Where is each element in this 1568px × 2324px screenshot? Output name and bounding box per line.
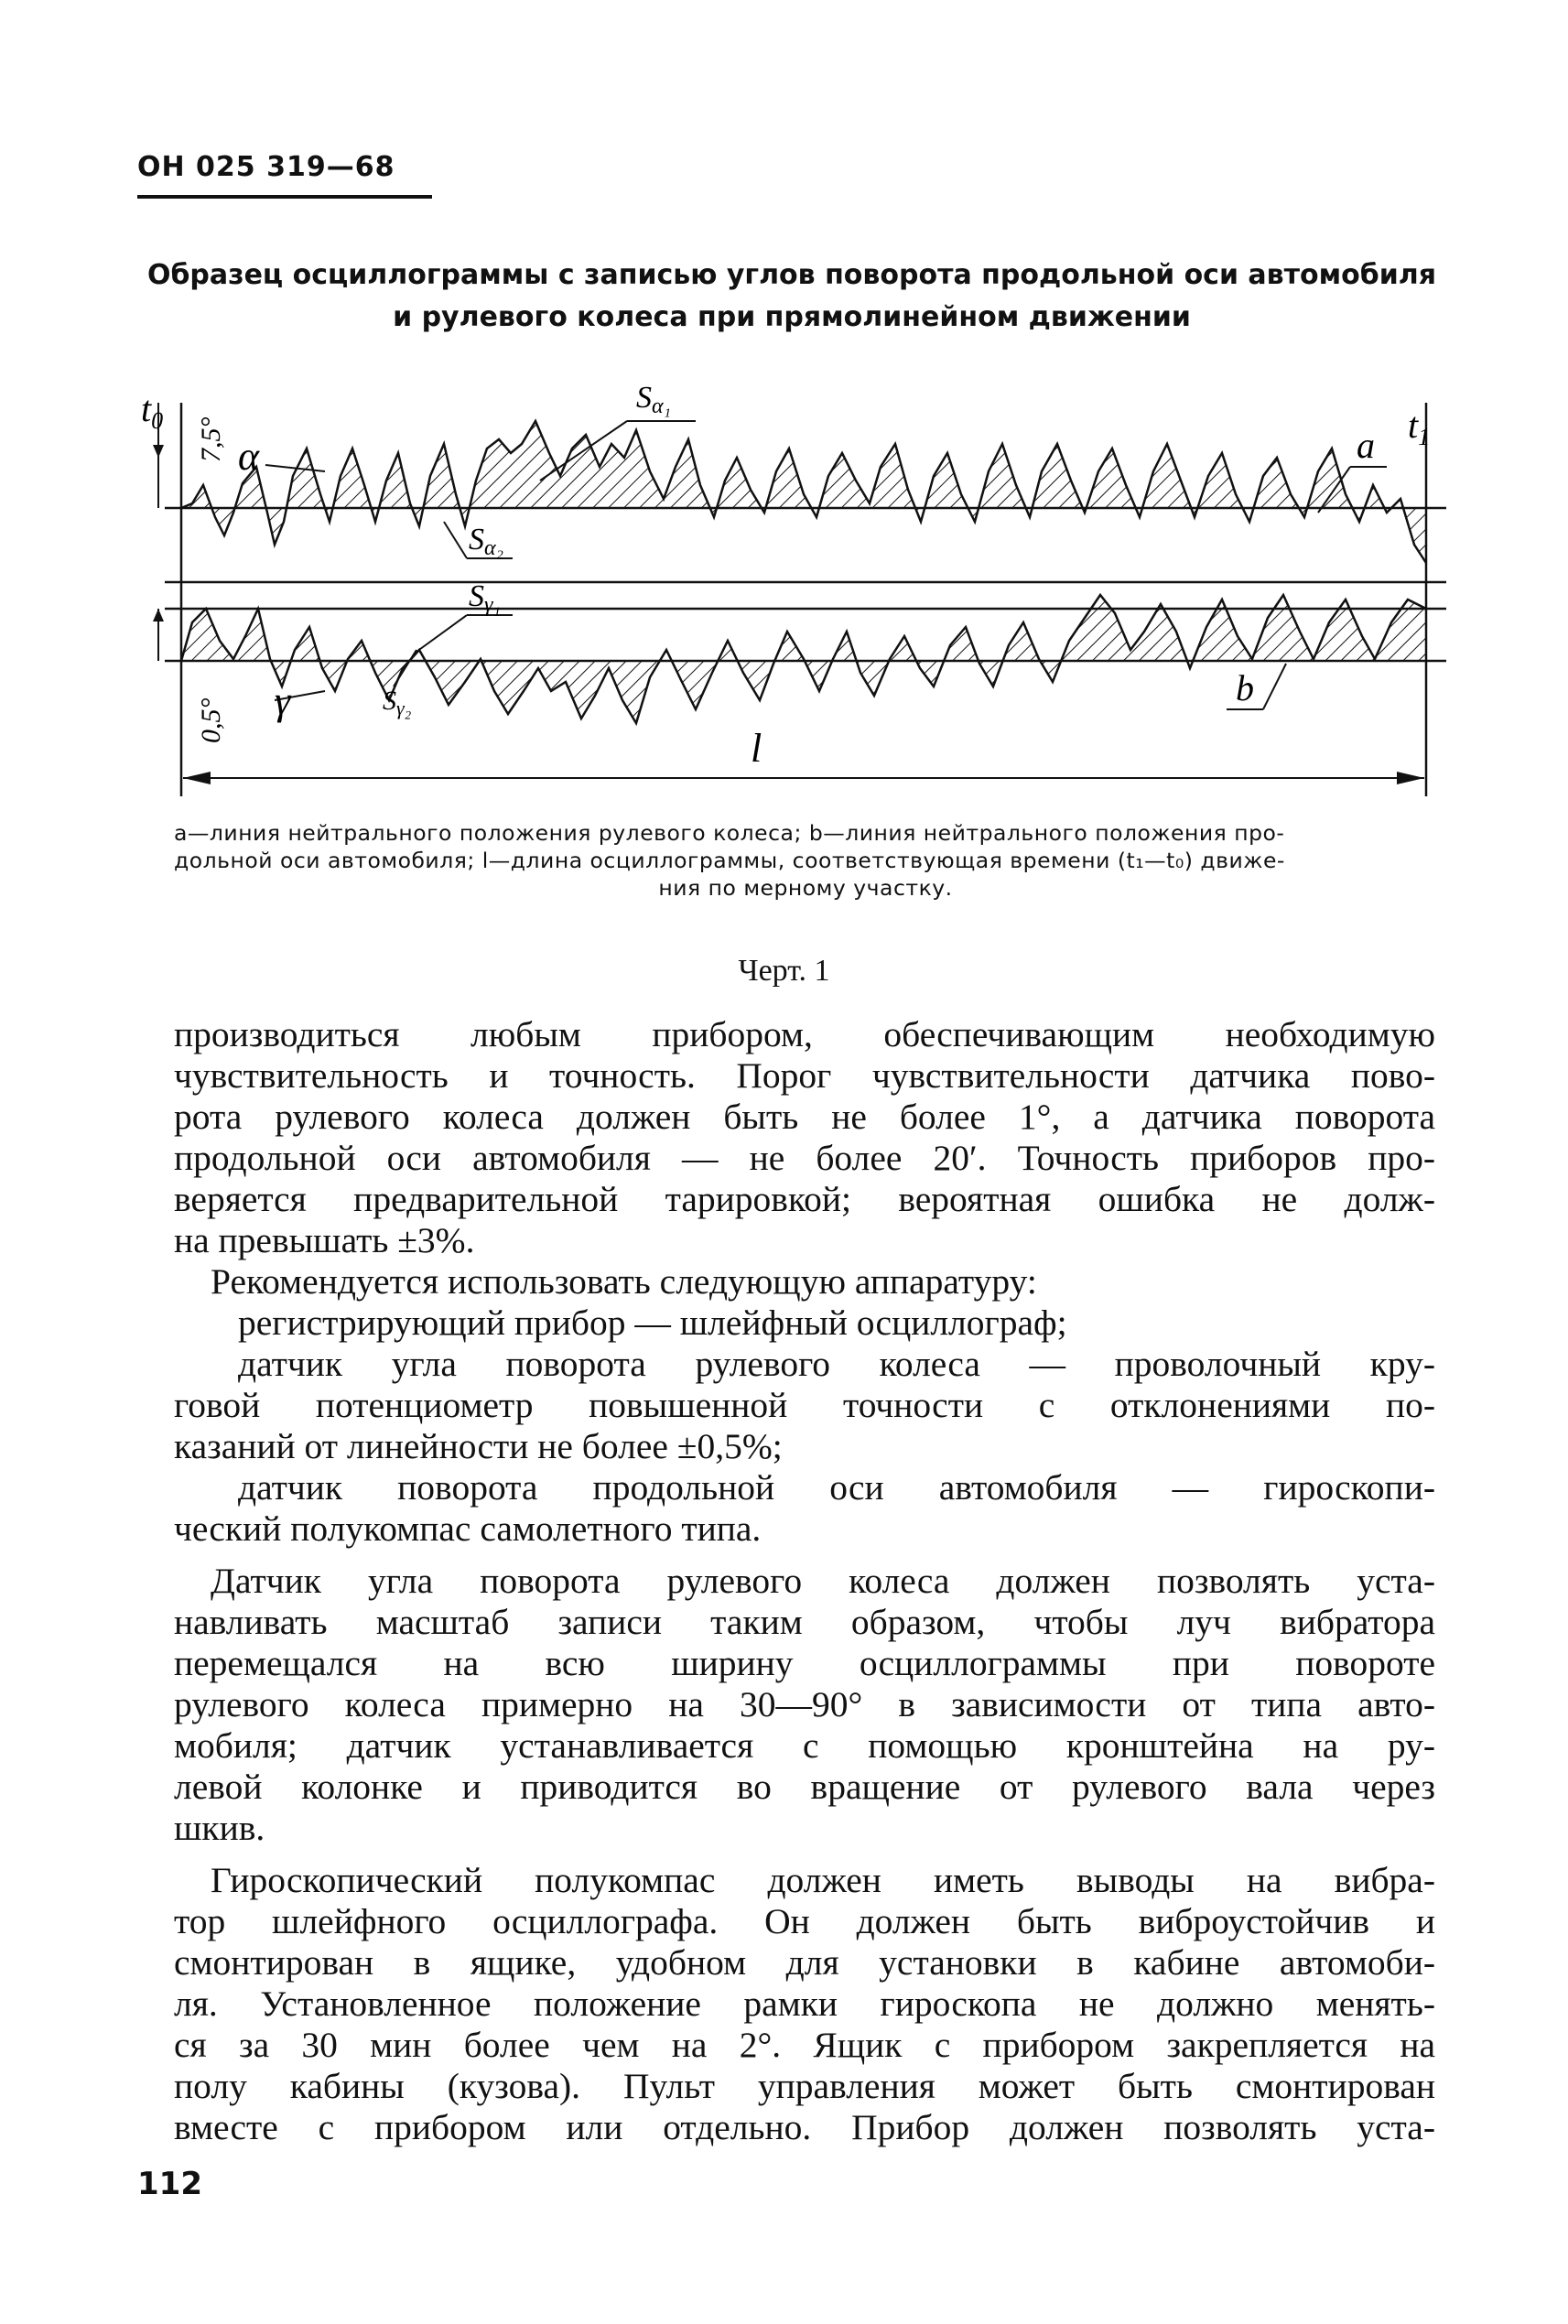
list-item: регистрирующий прибор — шлейфный осциллограф;: [238, 1303, 1067, 1343]
caption-line-3: ния по мерному участку.: [658, 875, 953, 901]
paragraph-line: рота рулевого колеса должен быть не более 1°, а датчика поворота: [174, 1097, 1435, 1137]
length-arrow-left: [183, 772, 211, 784]
paragraph-line: рулевого колеса примерно на 30—90° в зависимости от типа авто-: [174, 1684, 1435, 1724]
paragraph-line: веряется предварительной тарировкой; вероятная ошибка не долж-: [174, 1179, 1435, 1219]
a-label: a: [1357, 425, 1375, 466]
paragraph-line: левой колонке и приводится во вращение от рулевого вала через: [174, 1767, 1435, 1807]
t0-label: $t_0$: [141, 388, 164, 434]
oscillogram-figure: [128, 366, 1455, 796]
length-arrow-right: [1397, 772, 1424, 784]
figure-caption: [174, 819, 1437, 902]
paragraph-line: Рекомендуется использовать следующую аппаратуру:: [211, 1261, 1037, 1302]
paragraph-line: перемещался на всю ширину осциллограммы при повороте: [174, 1643, 1435, 1683]
s-alpha2-leader: [444, 522, 467, 558]
b-leader: [1263, 664, 1286, 709]
s-alpha2-label: Sα₂: [469, 523, 503, 560]
list-item: датчик угла поворота рулевого колеса — проволочный кру-: [238, 1344, 1435, 1384]
paragraph-line: шкив.: [174, 1808, 265, 1848]
paragraph-line: навливать масштаб записи таким образом, чтобы луч вибратора: [174, 1602, 1435, 1642]
paragraph-line: казаний от линейности не более ±0,5%;: [174, 1426, 783, 1466]
paragraph-line: мобиля; датчик устанавливается с помощью кронштейна на ру-: [174, 1725, 1435, 1766]
l-label: l: [751, 726, 762, 771]
paragraph-line: ческий полукомпас самолетного типа.: [174, 1508, 762, 1549]
s-gamma1-label: Sγ₁: [469, 579, 501, 617]
figure-title: [137, 254, 1446, 339]
s-gamma2-label: $S_{\gamma_2}$: [383, 686, 412, 719]
paragraph-line: ся за 30 мин более чем на 2°. Ящик с прибором закрепляется на: [174, 2025, 1435, 2065]
scale-bottom-arrow: [153, 609, 164, 622]
paragraph-line: полу кабины (кузова). Пульт управления может быть смонтирован: [174, 2066, 1435, 2106]
alpha-trace: [181, 421, 1426, 563]
scale-top-arrow: [153, 445, 164, 458]
alpha-label: α: [238, 434, 260, 479]
gamma-label: γ: [275, 678, 291, 723]
paragraph-line: тор шлейфного осциллографа. Он должен быть виброустойчив и: [174, 1901, 1435, 1941]
header-underline: [137, 195, 432, 199]
b-label: b: [1236, 667, 1254, 708]
paragraph-line: на превышать ±3%.: [174, 1220, 475, 1260]
scale-top-label: 7,5°: [196, 416, 226, 462]
paragraph-line: Датчик угла поворота рулевого колеса должен позволять уста-: [211, 1561, 1435, 1601]
paragraph-line: ля. Установленное положение рамки гироскопа не должно менять-: [174, 1984, 1435, 2024]
s-alpha1-label: Sα₁: [636, 381, 671, 418]
paragraph-line: чувствительность и точность. Порог чувствительности датчика пово-: [174, 1055, 1435, 1096]
paragraph-line: говой потенциометр повышенной точности с отклонениями по-: [174, 1385, 1435, 1425]
document-code: ОН 025 319—68: [137, 151, 395, 183]
s-gamma1-leader: [416, 615, 467, 652]
paragraph-line: вместе с прибором или отдельно. Прибор должен позволять уста-: [174, 2107, 1435, 2147]
body-text: [174, 1014, 1435, 2148]
caption-line-1: а—линия нейтрального положения рулевого колеса; b—линия нейтрального положения про-: [174, 820, 1285, 846]
figure-number: Черт. 1: [738, 954, 830, 988]
paragraph-line: производиться любым прибором, обеспечивающим необходимую: [174, 1014, 1435, 1054]
list-item: датчик поворота продольной оси автомобиля — гироскопи-: [238, 1467, 1435, 1508]
caption-line-2: дольной оси автомобиля; l—длина осциллограммы, соответствующая времени (t₁—t₀) движе-: [174, 848, 1285, 873]
scale-bottom-label: 0,5°: [196, 697, 226, 743]
figure-title-line-1: Образец осциллограммы с записью углов поворота продольной оси автомобиля: [146, 259, 1436, 291]
paragraph-line: продольной оси автомобиля — не более 20′. Точность приборов про-: [174, 1138, 1435, 1178]
paragraph-line: смонтирован в ящике, удобном для установки в кабине автомоби-: [174, 1942, 1435, 1983]
page-number: 112: [137, 2166, 202, 2202]
paragraph-line: Гироскопический полукомпас должен иметь выводы на вибра-: [211, 1860, 1435, 1900]
figure-title-line-2: и рулевого колеса при прямолинейном движении: [393, 301, 1191, 333]
t1-label: $t_1$: [1408, 405, 1431, 450]
